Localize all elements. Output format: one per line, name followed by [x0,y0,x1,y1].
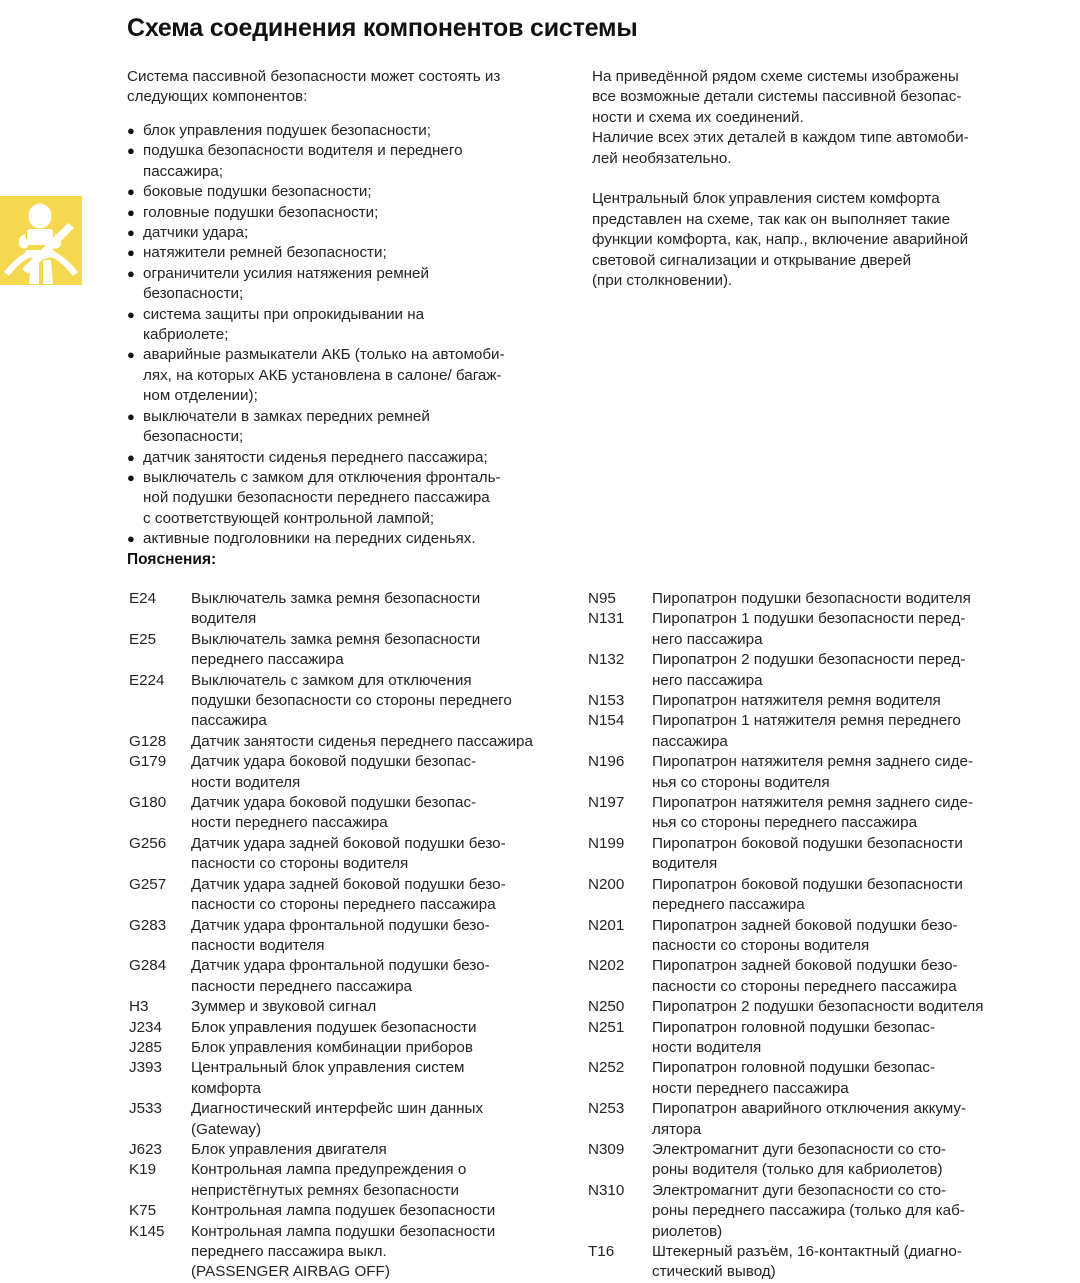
legend-row [588,752,1028,793]
text-line: Пиропатрон натяжителя ремня водителя [652,692,941,710]
text-line: Выключатель замка ремня безопасности [191,630,481,648]
legend-code: G257 [129,875,167,893]
legend-row [588,1181,1028,1242]
text-line: Зуммер и звуковой сигнал [191,998,377,1016]
legend-description [652,609,1028,650]
legend-row [129,834,549,875]
legend-code: N202 [588,957,625,975]
component-list-item [127,468,547,529]
bullet-dot-icon: ● [127,245,135,261]
legend-description [191,1058,549,1099]
bullet-dot-icon: ● [127,204,135,220]
legend-code: N310 [588,1181,625,1199]
bullet-dot-icon: ● [127,469,135,485]
text-line: нья со стороны водителя [652,773,830,791]
text-line: пасности переднего пассажира [191,977,412,995]
text-line: пассажира; [143,162,224,180]
component-list-item-label [143,243,547,263]
page-title: Схема соединения компонентов системы [127,14,638,42]
text-line: Пиропатрон боковой подушки безопасности [652,875,963,893]
legend-description [191,589,549,630]
legend-description [652,711,1028,752]
legend-description [652,916,1028,957]
bullet-dot-icon: ● [127,306,135,322]
legend-code: K75 [129,1202,157,1220]
legend-description [652,875,1028,916]
text-line: него пассажира [652,671,763,689]
text-line: кабриолете; [143,326,229,344]
legend-left-column [129,589,549,1283]
text-line: датчики удара; [143,224,249,242]
legend-description [191,997,549,1017]
legend-description [652,1181,1028,1242]
legend-code: G179 [129,753,167,771]
legend-row [588,956,1028,997]
text-line: лях, на которых АКБ установлена в салоне/ багаж- [143,366,502,384]
text-line: роны водителя (только для кабриолетов) [652,1161,943,1179]
intro-right-line: световой сигнализации и открывание дверей [592,251,912,269]
legend-description [191,1160,549,1201]
intro-left-column [127,67,547,108]
text-line: переднего пассажира [652,896,805,914]
legend-row [588,997,1028,1017]
bullet-dot-icon: ● [127,225,135,241]
legend-description [191,834,549,875]
legend-code: G284 [129,957,167,975]
legend-description [652,1140,1028,1181]
intro-right-line: функции комфорта, как, напр., включение аварийной [592,231,969,249]
component-list-item-label [143,468,547,529]
text-line: аварийные размыкатели АКБ (только на автомоби- [143,346,505,364]
intro-right-line: Наличие всех этих деталей в каждом типе автомоби- [592,129,969,147]
text-line: переднего пассажира [191,651,344,669]
legend-heading: Пояснения: [127,551,217,568]
text-line: Пиропатрон аварийного отключения аккуму- [652,1100,967,1118]
legend-row [129,875,549,916]
legend-code: N154 [588,712,625,730]
text-line: головные подушки безопасности; [143,203,379,221]
intro-right-line: представлен на схеме, так как он выполняет такие [592,210,951,228]
text-line: пасности со стороны переднего пассажира [191,896,496,914]
legend-code: K145 [129,1222,165,1240]
legend-code: J285 [129,1038,162,1056]
legend-code: N200 [588,875,625,893]
intro-left-paragraph [127,67,547,108]
legend-description [652,1242,1028,1283]
component-bullet-list [127,121,547,550]
text-line: Пиропатрон задней боковой подушки безо- [652,916,958,934]
legend-code: J623 [129,1140,162,1158]
component-list-item [127,305,547,346]
legend-code: N196 [588,753,625,771]
legend-description [652,834,1028,875]
component-list-item [127,121,547,141]
intro-right-line: (при столкновении). [592,272,733,290]
text-line: ности водителя [191,773,301,791]
legend-row [588,1140,1028,1181]
component-list-item-label [143,264,547,305]
legend-row [129,589,549,630]
legend-row [129,997,549,1017]
text-line: Датчик занятости сиденья переднего пассажира [191,732,533,750]
text-line: Блок управления двигателя [191,1140,387,1158]
legend-row [588,589,1028,609]
bullet-dot-icon: ● [127,408,135,424]
bullet-dot-icon: ● [127,143,135,159]
text-line: ности водителя [652,1038,762,1056]
text-line: подушка безопасности водителя и переднего [143,142,463,160]
text-line: подушки безопасности со стороны переднего [191,692,512,710]
legend-code: N199 [588,834,625,852]
legend-row [588,691,1028,711]
text-line: Контрольная лампа подушек безопасности [191,1202,496,1220]
legend-description [191,630,549,671]
text-line: Пиропатрон задней боковой подушки безо- [652,957,958,975]
intro-right-line: все возможные детали системы пассивной безопас- [592,88,962,106]
legend-row [588,711,1028,752]
text-line: Пиропатрон 2 подушки безопасности водителя [652,998,984,1016]
legend-code: G256 [129,834,167,852]
intro-right-line: Центральный блок управления систем комфорта [592,190,940,208]
legend-code: J533 [129,1100,162,1118]
legend-row [129,1018,549,1038]
legend-row [588,834,1028,875]
text-line: Датчик удара задней боковой подушки безо- [191,875,506,893]
bullet-dot-icon: ● [127,265,135,281]
legend-code: G180 [129,794,167,812]
component-list-item [127,345,547,406]
text-line: роны переднего пассажира (только для каб- [652,1202,965,1220]
text-line: Блок управления подушек безопасности [191,1018,477,1036]
legend-right-column [588,589,1028,1283]
text-line: Выключатель с замком для отключения [191,671,472,689]
legend-row [588,916,1028,957]
legend-description [191,793,549,834]
legend-row [129,752,549,793]
component-list-item [127,448,547,468]
legend-description [191,1099,549,1140]
intro-left-line: Система пассивной безопасности может состоять из [127,68,501,85]
text-line: Пиропатрон боковой подушки безопасности [652,834,963,852]
legend-code: J234 [129,1018,162,1036]
legend-description [652,752,1028,793]
component-list-item-label [143,203,547,223]
text-line: пассажира [191,712,267,730]
bullet-dot-icon: ● [127,184,135,200]
text-line: Штекерный разъём, 16-контактный (диагно- [652,1243,962,1260]
intro-right-line: ности и схема их соединений. [592,108,804,126]
text-line: Диагностический интерфейс шин данных [191,1100,484,1118]
legend-code: N252 [588,1059,625,1077]
intro-left-line: следующих компонентов: [127,88,308,106]
text-line: Блок управления комбинации приборов [191,1038,473,1056]
text-line: выключатель с замком для отключения фронталь- [143,468,501,486]
text-line: боковые подушки безопасности; [143,183,372,201]
text-line: Электромагнит дуги безопасности со сто- [652,1181,947,1199]
legend-row [129,1140,549,1160]
legend-code: E25 [129,630,157,648]
legend-row [588,1242,1028,1283]
text-line: нья со стороны переднего пассажира [652,814,918,832]
text-line: лятора [652,1120,702,1138]
bullet-dot-icon: ● [127,449,135,465]
legend-row [129,1222,549,1283]
text-line: Датчик удара боковой подушки безопас- [191,794,477,812]
legend-row [588,1018,1028,1059]
legend-description [652,589,1028,609]
legend-description [191,916,549,957]
legend-row [588,1058,1028,1099]
legend-row [129,1038,549,1058]
text-line: датчик занятости сиденья переднего пассажира; [143,448,488,466]
legend-description [191,1222,549,1283]
text-line: натяжители ремней безопасности; [143,244,387,262]
intro-right-line: лей необязательно. [592,149,732,167]
component-list-item [127,529,547,549]
text-line: безопасности; [143,285,244,303]
legend-code: K19 [129,1161,157,1179]
text-line: Электромагнит дуги безопасности со сто- [652,1140,947,1158]
text-line: Датчик удара фронтальной подушки безо- [191,916,490,934]
legend-row [129,630,549,671]
text-line: Датчик удара задней боковой подушки безо- [191,834,506,852]
legend-code: N253 [588,1100,625,1118]
text-line: Контрольная лампа подушки безопасности [191,1222,496,1240]
legend-description [191,671,549,732]
text-line: пасности водителя [191,936,325,954]
text-line: Пиропатрон головной подушки безопас- [652,1018,936,1036]
text-line: (PASSENGER AIRBAG OFF) [191,1263,390,1281]
legend-code: H3 [129,998,149,1016]
text-line: Пиропатрон подушки безопасности водителя [652,590,971,607]
legend-row [129,671,549,732]
component-list-item-label [143,529,547,549]
text-line: блок управления подушек безопасности; [143,122,431,139]
text-line: ности переднего пассажира [652,1079,849,1097]
component-list-item-label [143,182,547,202]
legend-code: N309 [588,1140,625,1158]
text-line: Пиропатрон 2 подушки безопасности перед- [652,651,966,669]
component-list-item [127,223,547,243]
legend-code: N251 [588,1018,625,1036]
component-list-item-label [143,345,547,406]
text-line: Пиропатрон натяжителя ремня заднего сиде- [652,794,974,812]
text-line: Пиропатрон головной подушки безопас- [652,1059,936,1077]
legend-code: N95 [588,590,616,607]
text-line: водителя [652,855,718,873]
legend-row [588,875,1028,916]
text-line: ности переднего пассажира [191,814,388,832]
legend-row [129,956,549,997]
bullet-dot-icon: ● [127,123,135,138]
text-line: риолетов) [652,1222,723,1240]
text-line: Центральный блок управления систем [191,1059,465,1077]
legend-code: N131 [588,610,625,628]
text-line: выключатели в замках передних ремней [143,407,430,425]
bullet-dot-icon: ● [127,531,135,547]
legend-code: E224 [129,671,165,689]
legend-code: N250 [588,998,625,1016]
component-list-item [127,141,547,182]
legend-code: N132 [588,651,625,669]
legend-description [652,997,1028,1017]
text-line: система защиты при опрокидывании на [143,305,425,323]
legend-code: E24 [129,590,157,607]
legend-description [652,1099,1028,1140]
seatbelt-occupant-icon [0,196,82,285]
text-line: пасности со стороны переднего пассажира [652,977,957,995]
legend-description [652,691,1028,711]
legend-description [191,956,549,997]
text-line: ограничители усилия натяжения ремней [143,264,429,282]
legend-row [129,1099,549,1140]
legend-row [129,1058,549,1099]
text-line: непристёгнутых ремнях безопасности [191,1181,459,1199]
text-line: Пиропатрон 1 подушки безопасности перед- [652,610,966,628]
component-list-item-label [143,305,547,346]
component-list-item [127,243,547,263]
legend-description [652,1058,1028,1099]
text-line: ном отделении); [143,387,258,405]
text-line: пасности со стороны водителя [191,855,409,873]
legend-description [652,793,1028,834]
text-line: переднего пассажира выкл. [191,1243,387,1260]
legend-description [191,1038,549,1058]
text-line: стический вывод) [652,1263,776,1281]
intro-right-paragraph-2 [592,189,1022,291]
legend-row [588,609,1028,650]
legend-row [129,916,549,957]
legend-description [191,1140,549,1160]
component-list-item [127,182,547,202]
component-list-item-label [143,121,547,141]
intro-right-column [592,67,1022,291]
text-line: Датчик удара фронтальной подушки безо- [191,957,490,975]
text-line: пасности со стороны водителя [652,936,870,954]
text-line: Контрольная лампа предупреждения о [191,1161,467,1179]
legend-row [588,650,1028,691]
legend-row [129,793,549,834]
text-line: комфорта [191,1079,261,1097]
legend-row [588,1099,1028,1140]
text-line: пассажира [652,732,728,750]
text-line: него пассажира [652,630,763,648]
text-line: безопасности; [143,428,244,446]
legend-code: G283 [129,916,167,934]
legend-row [129,1160,549,1201]
component-list-item [127,407,547,448]
bullet-dot-icon: ● [127,347,135,363]
legend-description [652,650,1028,691]
intro-right-paragraph-1 [592,67,1022,169]
component-list-item [127,264,547,305]
legend-code: G128 [129,732,167,750]
legend-code: N153 [588,692,625,710]
text-line: с соответствующей контрольной лампой; [143,509,435,527]
legend-code: T16 [588,1243,615,1260]
intro-right-line: На приведённой рядом схеме системы изображены [592,68,959,85]
legend-description [191,732,549,752]
component-list-item-label [143,407,547,448]
text-line: ной подушки безопасности переднего пассажира [143,489,490,507]
legend-row [588,793,1028,834]
text-line: Датчик удара боковой подушки безопас- [191,753,477,771]
legend-code: N201 [588,916,625,934]
component-list-item-label [143,223,547,243]
component-list-item [127,203,547,223]
text-line: Пиропатрон 1 натяжителя ремня переднего [652,712,961,730]
legend-row [129,732,549,752]
text-line: (Gateway) [191,1120,262,1138]
component-list-item-label [143,141,547,182]
text-line: Выключатель замка ремня безопасности [191,590,481,607]
legend-code: N197 [588,794,625,812]
legend-description [191,1018,549,1038]
legend-description [191,752,549,793]
text-line: Пиропатрон натяжителя ремня заднего сиде- [652,753,974,771]
legend-description [652,1018,1028,1059]
legend-description [652,956,1028,997]
text-line: водителя [191,610,257,628]
legend-description [191,875,549,916]
legend-code: J393 [129,1059,162,1077]
text-line: активные подголовники на передних сиденьях. [143,530,476,548]
legend-description [191,1201,549,1221]
legend-row [129,1201,549,1221]
component-list-item-label [143,448,547,468]
